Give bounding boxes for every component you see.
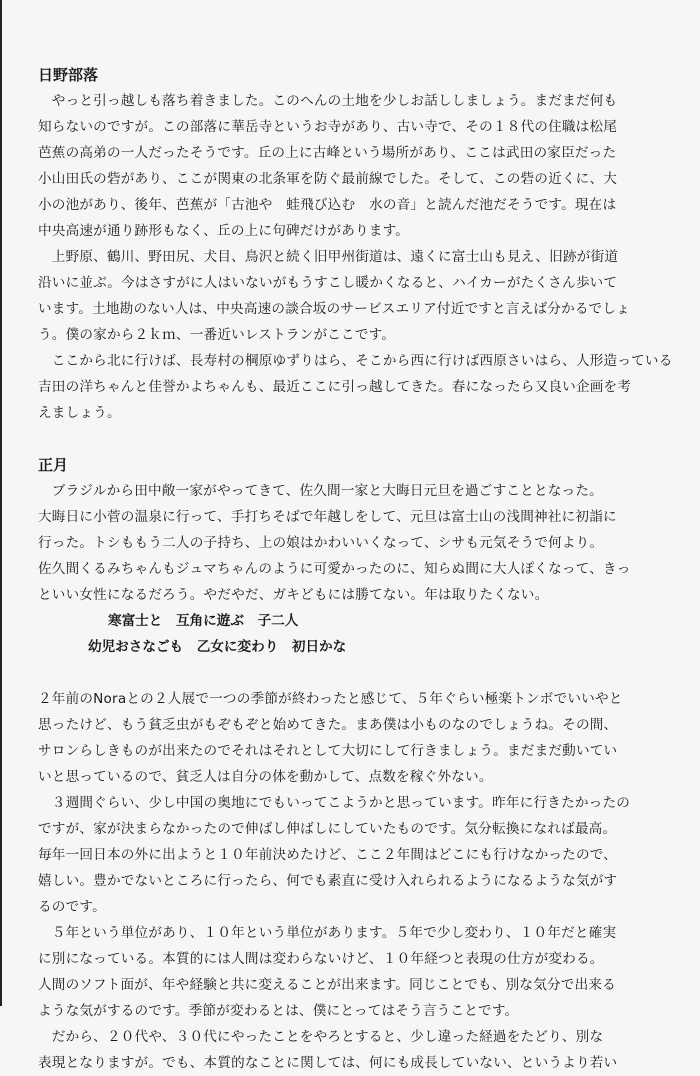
section-body-reflection: [38, 686, 670, 1076]
text-line: に別になっている。本質的には人間は変わらないけど、１０年経つと表現の仕方が変わる。: [38, 951, 604, 967]
text-line: 佐久間くるみちゃんもジュマちゃんのように可愛かったのに、知らぬ間に大人ぽくなって、きっ: [38, 561, 631, 577]
text-line: いと思っているので、貧乏人は自分の体を動かして、点数を稼ぐ外ない。: [38, 769, 493, 785]
text-line: 中央高速が通り跡形もなく、丘の上に句碑だけがあります。: [38, 223, 410, 239]
text-line: ５年という単位があり、１０年という単位があります。５年で少し変わり、１０年だと確実: [38, 925, 617, 941]
page-edge-line: [0, 0, 2, 1006]
section-title-hino: 日野部落: [38, 66, 99, 84]
text-line: 嬉しい。豊かでないところに行ったら、何でも素直に受け入れられるようになるような気がす: [38, 873, 618, 889]
text-line: 人間のソフト面が、年や経験と共に変えることが出来ます。同じことでも、別な気分で出来る: [38, 977, 616, 993]
text-line: 小の池があり、後年、芭蕉が「古池や 蛙飛び込む 水の音」と読んだ池だそうです。現在は: [38, 197, 617, 213]
haiku-line-2: 幼児おさなごも 乙女に変わり 初日かな: [88, 639, 347, 655]
section-spacer: [38, 426, 670, 452]
text-line: 知らないのですが。この部落に華岳寺というお寺があり、古い寺で、その１８代の住職は松尾: [38, 119, 618, 135]
text-line: ３週間ぐらい、少し中国の奥地にでもいってこようかと思っています。昨年に行きたかったの: [38, 795, 631, 811]
section-body-hino: [38, 88, 673, 426]
section-title-shogatsu: 正月: [38, 456, 69, 474]
text-line: やっと引っ越しも落ち着きました。このへんの土地を少しお話ししましょう。まだまだ何も: [38, 93, 618, 109]
text-line: えましょう。: [38, 405, 121, 421]
text-line: 吉田の洋ちゃんと佳誉かよちゃんも、最近ここに引っ越してきた。春になったら又良い企画を考: [38, 379, 632, 395]
text-line: 大晦日に小菅の温泉に行って、手打ちそばで年越しをして、元旦は富士山の浅間神社に初詣に: [38, 509, 617, 525]
text-line: 上野原、鶴川、野田尻、犬目、鳥沢と続く旧甲州街道は、遠くに富士山も見え、旧跡が街道: [38, 249, 619, 265]
text-line: ブラジルから田中敞一家がやってきて、佐久間一家と大晦日元旦を過ごすこととなった。: [38, 483, 603, 499]
text-line: 思ったけど、もう貧乏虫がもぞもぞと始めてきた。まあ僕は小ものなのでしょうね。その間、: [38, 717, 618, 733]
haiku-line-1: 寒富士と 互角に遊ぶ 子二人: [108, 613, 299, 629]
text-line: ２年前のNoraとの２人展で一つの季節が終わったと感じて、５年ぐらい極楽トンボでいいやと: [38, 691, 623, 707]
text-line: だから、２０代や、３０代にやったことをやろとすると、少し違った経過をたどり、別な: [38, 1029, 604, 1045]
document-content: [38, 62, 673, 1076]
text-line: 毎年一回日本の外に出ようと１０年前決めたけど、ここ２年間はどこにも行けなかったので、: [38, 847, 618, 863]
text-line: 行った。トシももう二人の子持ち、上の娘はかわいいくなって、シサも元気そうで何より。: [38, 535, 604, 551]
text-line: サロンらしきものが出来たのでそれはそれとして大切にして行きましょう。まだまだ動いてい: [38, 743, 618, 759]
text-line: ような気がするのです。季節が変わるとは、僕にとってはそう言うことです。: [38, 1003, 519, 1019]
text-line: ですが、家が決まらなかったので伸ばし伸ばしにしていたものです。気分転換になれば最高。: [38, 821, 617, 837]
text-line: るのです。: [38, 899, 106, 915]
text-line: といい女性になるだろう。やだやだ、ガキどもには勝てない。年は取りたくない。: [38, 587, 549, 603]
text-line: 芭蕉の高弟の一人だったそうです。丘の上に古峰という場所があり、ここは武田の家臣だった: [38, 145, 617, 161]
text-line: 小山田氏の砦があり、ここが関東の北条軍を防ぐ最前線でした。そして、この砦の近くに、大: [38, 171, 618, 187]
text-line: う。僕の家から２ｋｍ、一番近いレストランがここです。: [38, 327, 396, 343]
text-line: ここから北に行けば、長寿村の棡原ゆずりはら、そこから西に行けば西原さいはら、人形造っている: [38, 353, 673, 369]
text-line: います。土地勘のない人は、中央高速の談合坂のサービスエリア付近ですと言えば分かるでしょ: [38, 301, 630, 317]
text-line: 表現となりますが。でも、本質的なことに関しては、何にも成長していない、というより若い: [38, 1055, 618, 1071]
section-spacer: [38, 660, 670, 686]
text-line: 沿いに並ぶ。今はさすがに人はいないがもうすこし暖かくなると、ハイカーがたくさん歩いて: [38, 275, 618, 291]
section-body-shogatsu: [38, 478, 670, 660]
